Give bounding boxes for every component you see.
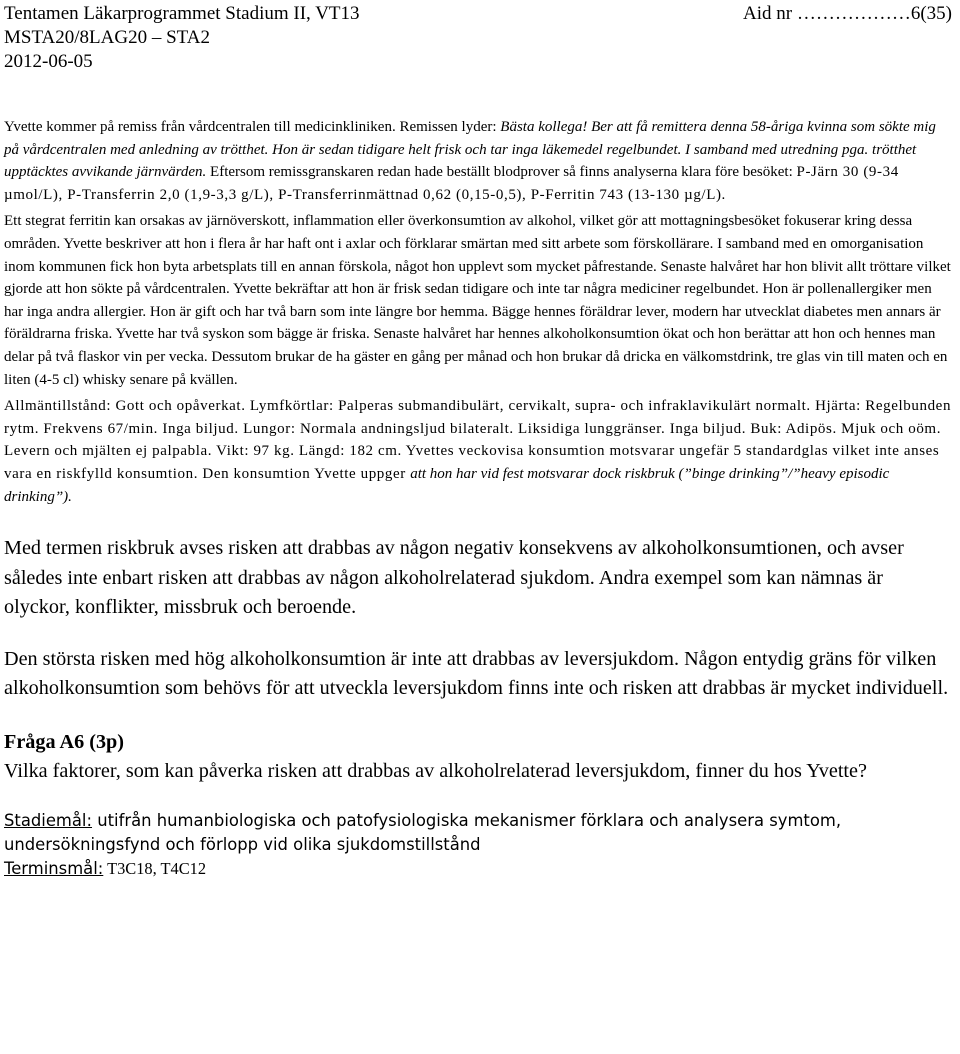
aid-number: Aid nr ………………6(35) <box>743 3 952 24</box>
learning-goals <box>4 809 952 881</box>
referral-followup: Eftersom remissgranskaren redan hade beställt blodprover så finns analyserna klara före besöket: <box>206 164 797 181</box>
question-title: Fråga A6 (3p) <box>4 730 124 753</box>
question-text: Vilka faktorer, som kan påverka risken att drabbas av alkoholrelaterad leversjukdom, finner du hos Yvette? <box>4 760 867 783</box>
question-block <box>4 728 952 787</box>
terminsmal-text: T3C18, T4C12 <box>103 858 207 878</box>
case-paragraph-exam <box>4 395 952 508</box>
exam-findings: Allmäntillstånd: Gott och opåverkat. Lymfkörtlar: Palperas submandibulärt, cervikalt, supra- och infraklavikulärt normalt. Hjärta: Regelbunden rytm. Frekvens 67/min. Inga biljud. Lungor: Normala andningsljud bilateralt. Liksidiga lunggränser. Inga biljud. Buk: Adipös. Mjuk och oöm. Levern och mjälten ej palpabla. Vikt: 97 kg. Längd: 182 cm. Yvettes veckovisa konsumtion motsvarar ungefär 5 standardglas vilket inte anses vara en riskfylld konsumtion. Den konsumtion Yvette uppger <box>4 398 952 482</box>
exam-findings-italic: att hon har vid fest motsvarar dock riskbruk (”binge drinking”/”heavy episodic drinking”). <box>4 465 890 505</box>
stadiemal <box>4 809 952 857</box>
exam-date: 2012-06-05 <box>4 51 93 72</box>
answer-paragraph-2: Den största risken med hög alkoholkonsumtion är inte att drabbas av leversjukdom. Någon entydig gräns för vilken alkoholkonsumtion som behövs för att utveckla leversjukdom finns inte och risken att drabbas är mycket individuell. <box>4 647 949 700</box>
answer-paragraph-1: Med termen riskbruk avses risken att drabbas av någon negativ konsekvens av alkoholkonsumtionen, och avser således inte enbart risken att drabbas av någon alkoholrelaterad sjukdom. Andra exempel som kan nämnas är olyckor, konflikter, missbruk och beroende. <box>4 537 904 619</box>
case-paragraph-history: Ett stegrat ferritin kan orsakas av järnöverskott, inflammation eller överkonsumtion av alkohol, vilket gör att mottagningsbesöket fokuserar kring dessa områden. Yvette beskriver att hon i flera år har haft ont i axlar och förklarar smärtan med sitt arbete som förskollärare. I samband med en omorganisation inom kommunen fick hon byta arbetsplats till en annan förskola, något hon upplevt som mycket påfrestande. Senaste halvåret har hon blivit allt tröttare vilket gjorde att hon sökte på vårdcentralen. Yvette bekräftar att hon är frisk sedan tidigare och inte tar några mediciner regelbundet. Hon är pollenallergiker men har inga andra allergier. Hon är gift och har två barn som inte längre bor hemma. Bägge hennes föräldrar lever, modern har utvecklat diabetes men annars är föräldrarna friska. Yvette har två syskon som bägge är friska. Senaste halvåret har hennes alkoholkonsumtion ökat och hon berättar att hon och hennes man delar på två flaskor vin per vecka. Dessutom brukar de ha gäster en gång per månad och hon brukar då dricka en välkomstdrink, tre glas vin till maten och en liten (4-5 cl) whisky senare på kvällen. <box>4 213 951 388</box>
referral-intro: Yvette kommer på remiss från vårdcentralen till medicinkliniken. Remissen lyder: <box>4 119 501 135</box>
course-code: MSTA20/8LAG20 – STA2 <box>4 27 210 48</box>
case-description <box>4 116 952 508</box>
page-header <box>4 0 952 74</box>
stadiemal-text: utifrån humanbiologiska och patofysiologiska mekanismer förklara och analysera symtom, undersökningsfynd och förlopp vid olika sjukdomstillstånd <box>4 810 842 854</box>
referral-text: Bästa kollega! Ber att få remittera denna 58-åriga kvinna som sökte mig på vårdcentralen med anledning av trötthet. Hon är sedan tidigare helt frisk och tar inga läkemedel regelbundet. I samband med utredning pga. trötthet upptäcktes avvikande järnvärden. <box>4 119 936 181</box>
terminsmal <box>4 857 952 881</box>
stadiemal-label: Stadiemål: <box>4 810 93 830</box>
terminsmal-label: Terminsmål: <box>4 858 104 878</box>
exam-page <box>4 0 952 881</box>
exam-title: Tentamen Läkarprogrammet Stadium II, VT13 <box>4 3 360 24</box>
case-paragraph-referral <box>4 116 952 206</box>
lab-results: P-Järn 30 (9-34 µmol/L), P-Transferrin 2,0 (1,9-3,3 g/L), P-Transferrinmättnad 0,62 (0,15-0,5), P-Ferritin 743 (13-130 µg/L). <box>4 164 899 203</box>
